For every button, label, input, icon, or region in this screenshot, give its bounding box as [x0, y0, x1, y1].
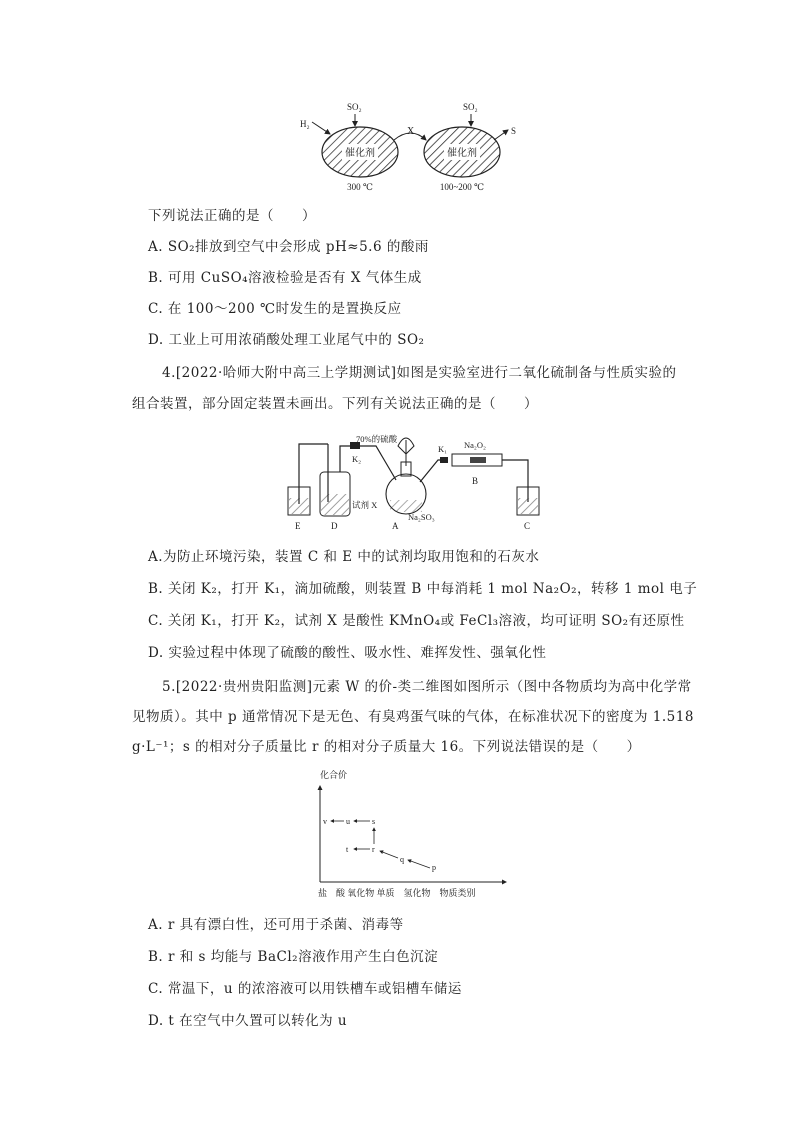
chart-ylabel: 化合价 [320, 770, 348, 780]
q5-stem-line2: 见物质）。其中 p 通常情况下是无色、有臭鸡蛋气味的气体，在标准状况下的密度为 1.518 [132, 709, 694, 725]
b-label: B [472, 476, 479, 486]
q5-option-b: B. r 和 s 均能与 BaCl₂溶液作用产生白色沉淀 [148, 949, 439, 965]
q4-stem-line2: 组合装置，部分固定装置未画出。下列有关说法正确的是（ ） [132, 396, 538, 412]
q5-option-c: C. 常温下，u 的浓溶液可以用铁槽车或铝槽车储运 [148, 981, 462, 997]
q4-option-a: A.为防止环境污染，装置 C 和 E 中的试剂均取用饱和的石灰水 [148, 549, 540, 565]
so2-label-a: SO₂ [347, 102, 362, 112]
point-q: q [400, 855, 404, 864]
reagent-label: 试剂 X [352, 500, 378, 510]
point-r: r [372, 845, 375, 854]
point-u: u [346, 817, 350, 826]
na2o2-label: Na₂O₂ [464, 440, 486, 450]
temp-a: 300 ℃ [347, 182, 373, 192]
h2-label: H₂ [300, 119, 310, 129]
q3-option-a: A. SO₂排放到空气中会形成 pH≈5.6 的酸雨 [148, 239, 429, 255]
point-t: t [346, 845, 349, 854]
chart-xlabel: 盐 酸 氧化物 单质 氢化物 物质类别 [318, 888, 476, 898]
e-label: E [295, 521, 301, 531]
point-v: v [323, 817, 327, 826]
q4-stem-line1: 4.[2022·哈师大附中高三上学期测试]如图是实验室进行二氧化硫制备与性质实验的 [162, 365, 677, 381]
a-label: A [392, 521, 399, 531]
so2-label-b: SO₂ [463, 102, 478, 112]
k1-label: K₁ [438, 444, 448, 454]
catalyst-diagram [290, 92, 540, 196]
catalyst-label-b: 催化剂 [447, 148, 477, 159]
q5-option-d: D. t 在空气中久置可以转化为 u [148, 1013, 348, 1029]
point-s: s [372, 817, 376, 826]
acid-label: 70%的硫酸 [356, 434, 398, 444]
q3-stem: 下列说法正确的是（ ） [148, 208, 316, 224]
q5-stem-line1: 5.[2022·贵州贵阳监测]元素 W 的价-类二维图如图所示（图中各物质均为高中化学常 [162, 679, 692, 695]
valence-chart [310, 764, 520, 904]
temp-b: 100~200 ℃ [439, 182, 485, 192]
q4-option-c: C. 关闭 K₁，打开 K₂，试剂 X 是酸性 KMnO₄或 FeCl₃溶液，均可证明 SO₂有还原性 [148, 613, 685, 629]
q4-option-b: B. 关闭 K₂，打开 K₁，滴加硫酸，则装置 B 中每消耗 1 mol Na₂O₂，转移 1 mol 电子 [148, 581, 698, 597]
s-label: S [511, 126, 517, 136]
x-label: X [407, 126, 415, 137]
d-label: D [331, 521, 338, 531]
apparatus-diagram [280, 432, 550, 534]
na2so3-label: Na₂SO₃ [408, 512, 435, 522]
point-p: p [432, 863, 436, 872]
q3-option-d: D. 工业上可用浓硝酸处理工业尾气中的 SO₂ [148, 332, 425, 348]
q3-option-c: C. 在 100～200 ℃时发生的是置换反应 [148, 301, 402, 317]
q5-stem-line3: g·L⁻¹；s 的相对分子质量比 r 的相对分子质量大 16。下列说法错误的是（ ） [132, 739, 641, 755]
catalyst-label-a: 催化剂 [345, 148, 375, 159]
q5-option-a: A. r 具有漂白性，还可用于杀菌、消毒等 [148, 917, 404, 933]
k2-label: K₂ [352, 454, 362, 464]
c-label: C [524, 521, 531, 531]
q4-option-d: D. 实验过程中体现了硫酸的酸性、吸水性、难挥发性、强氧化性 [148, 645, 547, 661]
q3-option-b: B. 可用 CuSO₄溶液检验是否有 X 气体生成 [148, 270, 422, 286]
